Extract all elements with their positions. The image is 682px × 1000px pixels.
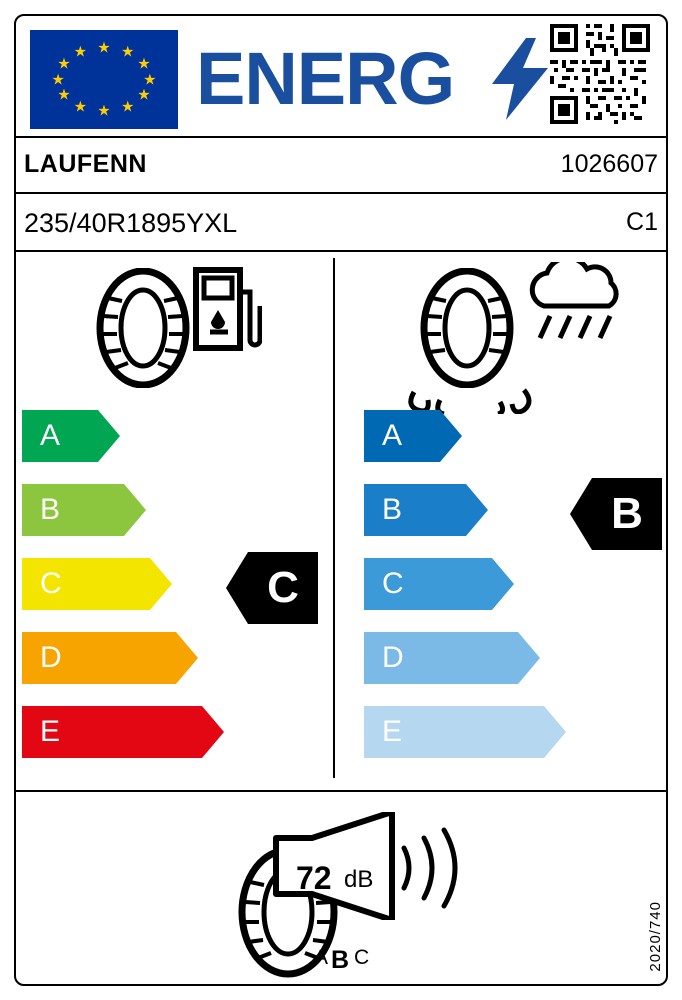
- regulation-reference: 2020/740: [647, 901, 664, 972]
- sound-waves-icon: [396, 824, 462, 912]
- fuel-pump-icon: [190, 262, 262, 354]
- wet-grade-b: B: [364, 484, 488, 536]
- fuel-rating-badge: [226, 552, 318, 624]
- eu-flag-icon: ★ ★ ★ ★ ★ ★ ★ ★ ★ ★ ★ ★: [30, 30, 178, 129]
- wet-grade-a: A: [364, 410, 462, 462]
- noise-class-c: C: [354, 946, 370, 969]
- noise-unit: dB: [344, 866, 374, 893]
- divider-size: [16, 250, 666, 252]
- wet-grade-e: E: [364, 706, 566, 758]
- fuel-pump-tyre-icon: [88, 268, 198, 388]
- section-divider: [333, 258, 335, 778]
- noise-class-a: A: [314, 946, 329, 969]
- qr-code-icon: [550, 24, 650, 124]
- loudspeaker-icon: [268, 812, 398, 920]
- page-title: ENERG: [196, 37, 455, 120]
- divider-top: [16, 136, 666, 138]
- fuel-grade-d: D: [22, 632, 198, 684]
- wet-grade-d: D: [364, 632, 540, 684]
- rain-cloud-icon: [520, 262, 630, 362]
- lightning-bolt-icon: [492, 38, 548, 120]
- noise-class-b: B: [331, 946, 350, 974]
- divider-brand: [16, 192, 666, 194]
- wet-rating-badge: [570, 478, 662, 550]
- wet-rating-letter: B: [611, 489, 643, 538]
- fuel-grade-c: C: [22, 558, 172, 610]
- noise-value: 72: [296, 860, 332, 896]
- tyre-class: C1: [626, 208, 658, 236]
- brand-name: LAUFENN: [24, 150, 147, 178]
- fuel-grade-a: A: [22, 410, 120, 462]
- fuel-rating-letter: C: [267, 563, 299, 612]
- fuel-grade-e: E: [22, 706, 224, 758]
- divider-noise: [16, 790, 666, 792]
- tyre-size: 235/40R1895YXL: [24, 208, 238, 238]
- product-code: 1026607: [560, 150, 658, 178]
- fuel-grade-b: B: [22, 484, 146, 536]
- wet-grade-c: C: [364, 558, 514, 610]
